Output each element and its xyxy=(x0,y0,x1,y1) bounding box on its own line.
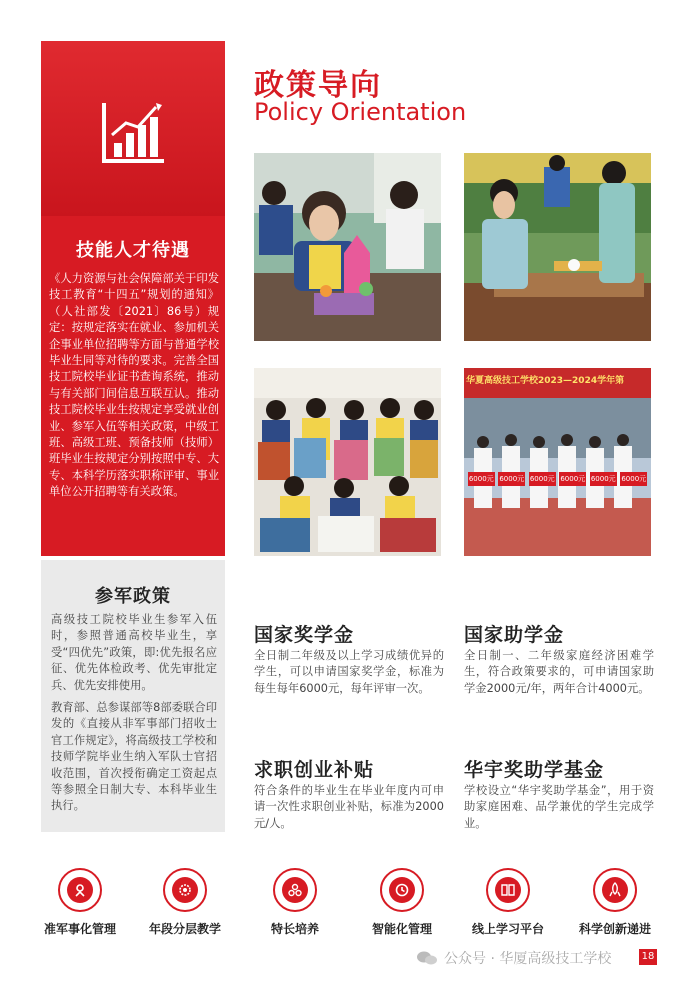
wechat-icon xyxy=(416,950,438,966)
skill-talent-panel xyxy=(41,41,225,556)
watermark-text: 公众号 · 华厦高级技工学校 xyxy=(444,951,612,967)
award-board: 6000元 xyxy=(529,472,556,486)
national-scholarship-text: 全日制二年级及以上学习成绩优异的学生，可以申请国家奖学金，标准为每生每年6000元，每年评审一次。 xyxy=(254,649,444,695)
photo-art-exhibition xyxy=(254,368,441,556)
feature-smart-management xyxy=(347,868,457,937)
huayu-fund-text: 学校设立“华宇奖助学基金”，用于资助家庭困难、品学兼优的学生完成学业。 xyxy=(464,784,654,830)
feature-tiered-teaching xyxy=(130,868,240,937)
wechat-watermark xyxy=(416,948,611,968)
photo-students-crafts xyxy=(254,153,441,341)
feature-military-management xyxy=(25,868,135,937)
bar-chart-icon xyxy=(100,99,166,165)
award-board: 6000元 xyxy=(590,472,617,486)
feature-label: 智能化管理 xyxy=(371,922,432,936)
huayu-fund-title: 华宇奖助学基金 xyxy=(464,759,605,781)
national-grant-title: 国家助学金 xyxy=(464,624,565,646)
feature-label: 年段分层教学 xyxy=(148,922,221,936)
gear-icon xyxy=(172,877,198,903)
rocket-icon xyxy=(602,877,628,903)
army-policy-paragraph-2: 教育部、总参谋部等8部委联合印发的《直接从非军事部门招收士官工作规定》，将高级技工学校和技师学院毕业生纳入军队士官招收范围，首次授衔确定工资起点等参照全日制大专、本科毕业生执行。 xyxy=(51,701,217,813)
clock-icon xyxy=(389,877,415,903)
page-title: 政策导向 xyxy=(254,68,382,103)
feature-online-platform xyxy=(453,868,563,937)
page-number: 18 xyxy=(639,949,657,965)
ceremony-banner-text: 华夏高级技工学校2023—2024学年第 xyxy=(466,376,625,386)
national-grant-text: 全日制一、二年级家庭经济困难学生，符合政策要求的，可申请国家助学金2000元/年，两年合计4000元。 xyxy=(464,649,654,695)
army-policy-title: 参军政策 xyxy=(95,586,171,607)
army-policy-panel xyxy=(41,560,225,832)
book-icon xyxy=(495,877,521,903)
skill-talent-text: 《人力资源与社会保障部关于印发技工教育“十四五”规划的通知》（人社部发〔2021〕86号）规定：按规定落实在就业、参加机关企事业单位招聘等方面与普通学校毕业生同等对待的要求。完善全国技工院校毕业证书查询系统，推动与有关部门间信息互联互认。推动技工院校毕业生按规定享受就业创业、参军入伍等相关政策，中级工班、高级工班、预备技师（技师）班毕业生按规定分别按照中专、大专、本科学历落实职称评审、事业单位公开招聘等有关政策。 xyxy=(49,272,219,499)
award-board: 6000元 xyxy=(498,472,525,486)
medal-icon xyxy=(67,877,93,903)
award-board: 6000元 xyxy=(468,472,495,486)
job-subsidy-text: 符合条件的毕业生在毕业年度内可申请一次性求职创业补贴，标准为2000元/人。 xyxy=(254,784,444,830)
spheres-icon xyxy=(282,877,308,903)
feature-label: 线上学习平台 xyxy=(471,922,544,936)
award-board: 6000元 xyxy=(620,472,647,486)
skill-talent-title: 技能人才待遇 xyxy=(76,240,190,261)
army-policy-paragraph-1: 高级技工院校毕业生参军入伍时，参照普通高校毕业生，享受“四优先”政策，即:优先报名应征、优先体检政考、优先审批定兵、优先安排使用。 xyxy=(51,613,217,692)
national-scholarship-title: 国家奖学金 xyxy=(254,624,355,646)
feature-label: 准军事化管理 xyxy=(43,922,116,936)
feature-talent-cultivation xyxy=(240,868,350,937)
photo-tea-ceremony xyxy=(464,153,651,341)
award-board: 6000元 xyxy=(559,472,586,486)
feature-label: 科学创新递进 xyxy=(578,922,651,936)
page-subtitle: Policy Orientation xyxy=(254,98,467,126)
feature-label: 特长培养 xyxy=(270,922,319,936)
feature-science-innovation xyxy=(560,868,670,937)
job-subsidy-title: 求职创业补贴 xyxy=(254,759,375,781)
photo-scholarship-ceremony xyxy=(464,368,651,556)
